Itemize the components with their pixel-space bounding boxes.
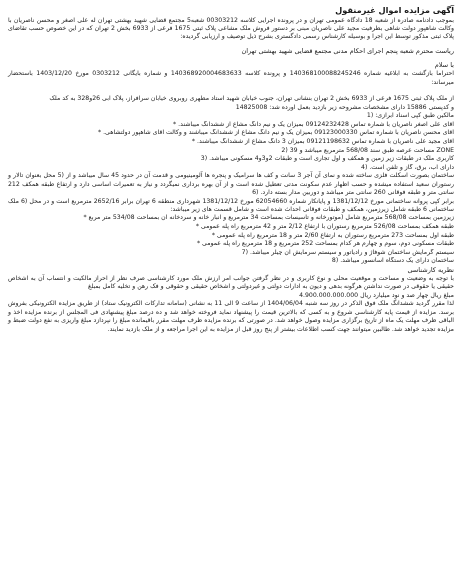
zone-line: ZONE مساحت عرصه طبق سند 568/08 مترمربع میباشد و 39 (2 — [281, 146, 454, 154]
usage-line: کاربری ملک در طبقات زیر زمین و همکف و اول تجاری است و طبقات 2و3و4 مسکونی میباشد. (3 — [200, 155, 454, 163]
area-item: سیستم گرمایش ساختمان شوفاژ و رادیاتور و سیستم سرمایش آن چیلر میباشد. (7 — [241, 248, 454, 256]
utilities-line: دارای آب، برق، گاز و تلفن است. (4 — [361, 163, 454, 171]
greeting: با سلام — [434, 61, 454, 70]
area-item: ساختمان دارای یک دستگاه آسانسور میباشد. (8 — [331, 257, 454, 265]
area-item: طبقه اول بمساحت 273 مترمربع رستوران به ارتفاع 2/60 متر و 18 مترمربع راه پله عمومی * — [211, 231, 454, 239]
area-item: زیرزمین بمساحت 568/08 مترمربع شامل (موتورخانه و تاسیسات بمساحت 34 مترمربع و انبار خانه و سردخانه آن بمساحت 534/08 متر مربع * — [83, 214, 454, 222]
owner-item: آقای مجید علی ناصریان با شماره تماس 09121198632 بمیزان 3 دانگ مشاع از ششدانگ میباشند. * — [191, 138, 454, 146]
notice-intro: بموجب دادنامه صادره از شعبه 18 دادگاه عمومی تهران و در پرونده اجرایی کلاسه 00303212 شعبه5 مجتمع قضایی شهید بهشتی تهران له علی اصغر و محسن ناصریان با وکالت شاهپور دولت شاهی بطرفیت مجید علی ناصریان مبنی بر دستور فروش ملک مشاعی پلاک ثبتی 1675 فرعی از 6933 بخش 2 تهران که در این خصوص حسب تقاضای پلاک ثبتی مذکور توسط این اجرا و بوسیله کارشناس رسمی دادگستری بشرح ذیل توصیف و ارزیابی گردیده: — [8, 17, 455, 41]
area-item: طبقات مسکونی دوم، سوم و چهارم هر کدام بمساحت 252 مترمربع و 18 مترمربع راه پله عمومی * — [196, 240, 454, 248]
owner-item: آقای علی اصغر ناصریان با شماره تماس 09124232428 بمیزان یک و نیم دانگ مشاع از ششدانگ میباشند. * — [173, 120, 454, 128]
permit-description: برابر کپی پروانه ساختمانی مورخ 1381/12/12 و پایانکار شماره 62054660 مورخ 1381/12/12 شهرداری منطقه 6 تهران برابر 2652/16 مترمربع است و در محل (6 ملک ساختمانی 6 طبقه شامل زیرزمین، همکف و طبقات فوقانی احداث شده است و شامل قسمت های زیر میباشد: — [8, 197, 454, 214]
addressee: ریاست محترم شعبه پنجم اجرای احکام مدنی مجتمع قضایی شهید بهشتی تهران — [241, 47, 454, 56]
property-description-cont: و کدپستی 15886 دارای مشخصات مشروحه زیر بازدید بعمل آورده شد: 14825008 — [235, 103, 454, 111]
property-description: از ملک پلاک ثبتی 1675 فرعی از 6933 بخش 2 تهران بنشانی تهران، جنوب خیابان شهید استاد مطهری روبروی خیابان سرافراز، پلاک آبی 26و328 به کد ملک — [49, 95, 454, 103]
opinion-heading: نظریه کارشناسی — [407, 266, 454, 275]
auction-terms: لذا مقرر گردید ششدانگ ملک فوق الذکر در روز سه شنبه 1404/06/04 از ساعت 9 الی 11 به نشانی (سامانه تدارکات الکترونیک ستاد) از طریق مزایده الکترونیکی بفروش برسد. مزایده از قیمت پایه کارشناسی شروع و به کسی که بالاترین قیمت را پیشنهاد نماید فروخته خواهد شد و ده درصد مبلغ پیشنهادی فی المجلس از برنده مزایده اخذ و الباقی ظرف مهلت یک ماه از تاریخ برگزاری مزایده وصول خواهد شد. در صورتی که برنده مزایده ظرف مهلت مقرر باقیمانده مبلغ را نپردازد مبلغ واریزی به نفع دولت ضبط و مزایده تجدید خواهد شد. طالبین میتوانند جهت کسب اطلاعات بیشتر از پنج روز قبل از مزایده به این اجرا مراجعه و از ملک بازدید نمایند. — [8, 300, 454, 333]
owners-heading: مالکین طبق کپی اسناد ابرازی: (1 — [366, 112, 454, 120]
building-description: ساختمان بصورت اسکلت فلزی ساخته شده و نمای آن آجر 3 سانت و کف ها سرامیک و پنجره ها آلومینیومی و قدمت آن در حدود 45 سال میباشد و از (5 محل بعنوان تالار و رستوران سعید استفاده میشده و حسب اظهار عدم سکونت مدتی تعطیل شده است و از آن بهره برداری نمیگردد و نیاز به تعمیرات اساسی دارد و ارتفاع طبقه همکف 212 سانتی متر و طبقه فوقانی 260 سانتی متر میباشد و دوربین مدار بسته دارد. (6 — [8, 172, 455, 197]
spacer — [8, 87, 454, 95]
reference-text: احتراما بازگشت به ابلاغیه شماره 140368100088245246 و پرونده کلاسه 140368920004683633 و شماره بایگانی 0303212 مورخ 1403/12/20 باستحضار میرساند: — [8, 70, 454, 86]
opinion-text: با توجه به وضعیت و مساحت و موقعیت محلی و نوع کاربری و در نظر گرفتن جوانب امر ارزش ملک مورد کارشناسی صرف نظر از احراز مالکیت و انتساب آن به اشخاص حقیقی یا حقوقی در صورت نداشتن هرگونه بدهی و دیون به ادارات دولتی و غیردولتی و اشخاص حقیقی و حقوقی و فک رهن و تخلیه کامل بمبلغ — [8, 275, 454, 291]
appraised-value: مبلغ ریال چهار صد و نود میلیارد ریال 4.900.000.000.000 — [299, 291, 454, 299]
owner-item: آقای محسن ناصریان با شماره تماس 09123000330 بمیزان یک و نیم دانگ مشاع از ششدانگ میباشند و وکالت آقای شاهپور دولتشاهی. * — [98, 129, 454, 137]
notice-title: آگهی مزایده اموال غیرمنقول — [335, 5, 454, 15]
area-item: طبقه همکف بمساحت 526/08 مترمربع رستوران با ارتفاع 2/12 متر و 42 مترمربع راه پله عمومی * — [195, 223, 454, 231]
